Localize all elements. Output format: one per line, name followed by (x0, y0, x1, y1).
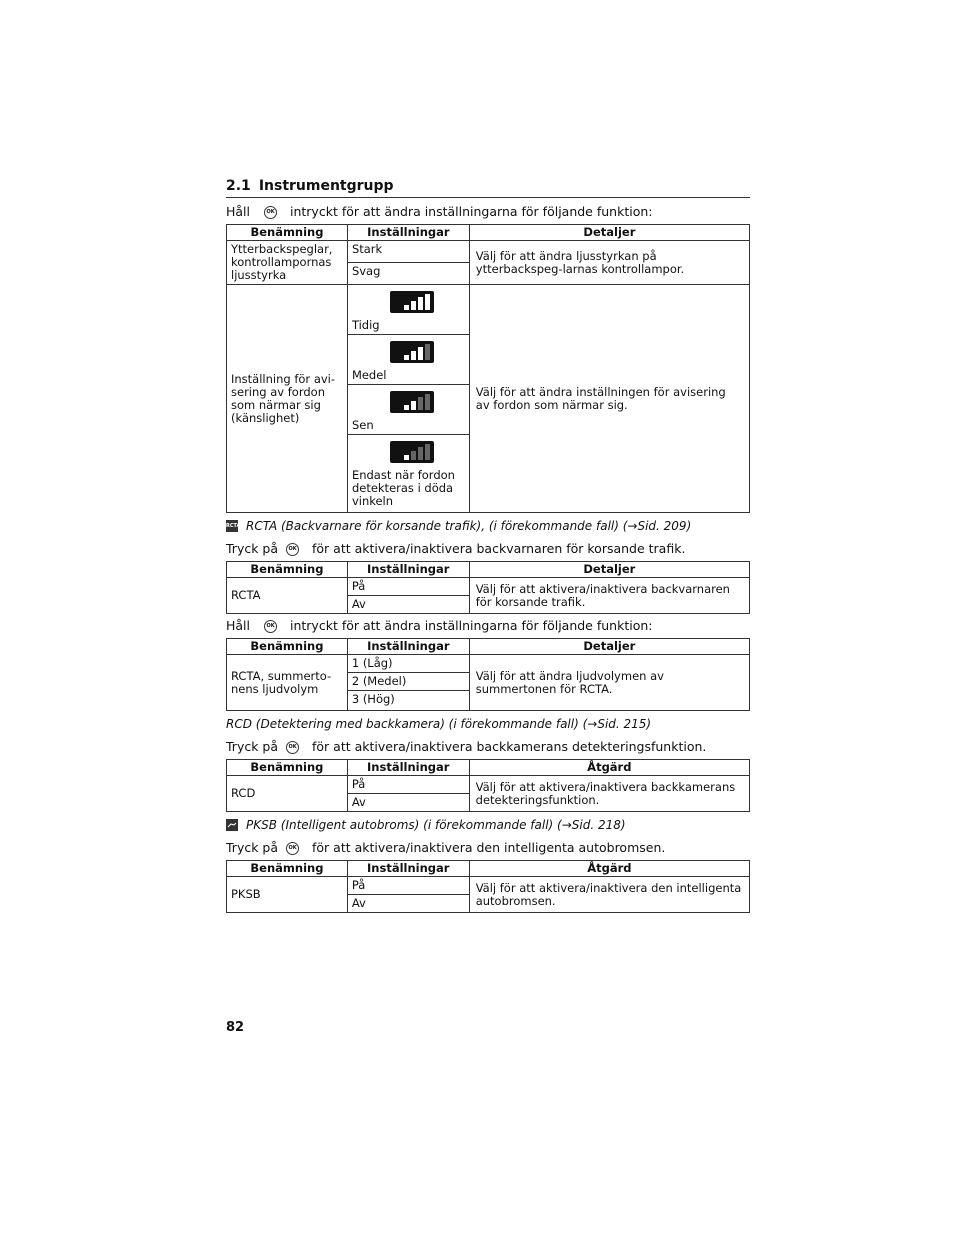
ok-button-icon: OK (264, 620, 277, 633)
note-rcta (226, 519, 750, 533)
settings-table-rcd (226, 759, 750, 812)
instruction-text: för att aktivera/inaktivera backvarnaren för korsande trafik. (312, 541, 686, 556)
col-header-name: Benämning (227, 562, 348, 578)
detail-rcta: Välj för att aktivera/inaktivera backvarnaren för korsande trafik. (469, 578, 749, 614)
ok-button-icon: OK (264, 206, 277, 219)
instruction-prefix: Håll (226, 618, 251, 633)
detail-rcta-volume: Välj för att ändra ljudvolymen av summertonen för RCTA. (469, 655, 749, 711)
setting-blind-spot-only (347, 435, 469, 513)
setting-on: På (347, 578, 469, 596)
setting-label: Tidig (351, 318, 380, 332)
rcta-icon: RCTA (226, 520, 238, 532)
col-header-details: Detaljer (469, 639, 749, 655)
note-text: RCTA (Backvarnare för korsande trafik), (i förekommande fall) (→Sid. 209) (246, 519, 692, 533)
row-name-rcta-volume: RCTA, summerto-nens ljudvolym (227, 655, 348, 711)
setting-off: Av (347, 895, 469, 913)
instruction-press-rcta (226, 541, 750, 557)
instruction-prefix: Tryck på (226, 541, 279, 556)
ok-button-icon: OK (286, 842, 299, 855)
instruction-text: för att aktivera/inaktivera backkamerans detekteringsfunktion. (312, 739, 707, 754)
col-header-name: Benämning (227, 861, 348, 877)
detail-approach-sensitivity: Välj för att ändra inställningen för avisering av fordon som närmar sig. (469, 285, 749, 513)
detail-pksb: Välj för att aktivera/inaktivera den intelligenta autobromsen. (469, 877, 749, 913)
setting-off: Av (347, 794, 469, 812)
settings-table-rcta-volume (226, 638, 750, 711)
col-header-settings: Inställningar (347, 225, 469, 241)
ok-button-icon: OK (286, 543, 299, 556)
setting-low: 1 (Låg) (347, 655, 469, 673)
setting-label: Endast när fordon detekteras i döda vinkeln (351, 468, 455, 508)
setting-on: På (347, 877, 469, 895)
note-pksb (226, 818, 750, 832)
setting-svag: Svag (347, 263, 469, 285)
page-content (226, 178, 750, 917)
sensitivity-bars-icon-medium (390, 341, 434, 363)
setting-label: Medel (351, 368, 387, 382)
col-header-action: Åtgärd (469, 760, 749, 776)
page-number: 82 (226, 1020, 245, 1035)
col-header-details: Detaljer (469, 225, 749, 241)
setting-tidig (347, 285, 469, 335)
setting-label: Sen (351, 418, 374, 432)
instruction-hold-2 (226, 618, 750, 634)
col-header-settings: Inställningar (347, 760, 469, 776)
row-name-rcd: RCD (227, 776, 348, 812)
sensitivity-bars-icon-early (390, 291, 434, 313)
setting-high: 3 (Hög) (347, 691, 469, 711)
instruction-hold-1 (226, 204, 750, 220)
sensitivity-bars-icon-late (390, 391, 434, 413)
note-text: RCD (Detektering med backkamera) (i förekommande fall) (→Sid. 215) (226, 717, 652, 731)
note-text: PKSB (Intelligent autobroms) (i förekommande fall) (→Sid. 218) (246, 818, 626, 832)
col-header-settings: Inställningar (347, 639, 469, 655)
settings-table-mirrors (226, 224, 750, 513)
section-title (226, 178, 750, 198)
instruction-press-rcd (226, 739, 750, 755)
setting-medium: 2 (Medel) (347, 673, 469, 691)
col-header-name: Benämning (227, 639, 348, 655)
settings-table-rcta (226, 561, 750, 614)
instruction-text: för att aktivera/inaktivera den intelligenta autobromsen. (312, 840, 666, 855)
col-header-settings: Inställningar (347, 861, 469, 877)
note-rcd (226, 717, 750, 731)
instruction-prefix: Tryck på (226, 840, 279, 855)
section-number: 2.1 (226, 178, 251, 194)
detail-mirror-brightness: Välj för att ändra ljusstyrkan på ytterbackspeg-larnas kontrollampor. (469, 241, 749, 285)
col-header-name: Benämning (227, 760, 348, 776)
instruction-prefix: Tryck på (226, 739, 279, 754)
ok-button-icon: OK (286, 741, 299, 754)
col-header-details: Detaljer (469, 562, 749, 578)
col-header-action: Åtgärd (469, 861, 749, 877)
sensitivity-bars-icon-blindspot (390, 441, 434, 463)
setting-on: På (347, 776, 469, 794)
setting-stark: Stark (347, 241, 469, 263)
setting-sen (347, 385, 469, 435)
instruction-text: intryckt för att ändra inställningarna för följande funktion: (290, 618, 653, 633)
section-name: Instrumentgrupp (258, 178, 394, 194)
instruction-text: intryckt för att ändra inställningarna för följande funktion: (290, 204, 653, 219)
instruction-press-pksb (226, 840, 750, 856)
col-header-name: Benämning (227, 225, 348, 241)
col-header-settings: Inställningar (347, 562, 469, 578)
row-name-rcta: RCTA (227, 578, 348, 614)
row-name-approach-sensitivity: Inställning för avi-sering av fordon som närmar sig (känslighet) (227, 285, 348, 513)
setting-medel (347, 335, 469, 385)
setting-off: Av (347, 596, 469, 614)
instruction-prefix: Håll (226, 204, 251, 219)
pksb-icon (226, 819, 238, 831)
row-name-pksb: PKSB (227, 877, 348, 913)
row-name-mirror-brightness: Ytterbackspeglar, kontrollampornas ljusstyrka (227, 241, 348, 285)
detail-rcd: Välj för att aktivera/inaktivera backkamerans detekteringsfunktion. (469, 776, 749, 812)
settings-table-pksb (226, 860, 750, 913)
